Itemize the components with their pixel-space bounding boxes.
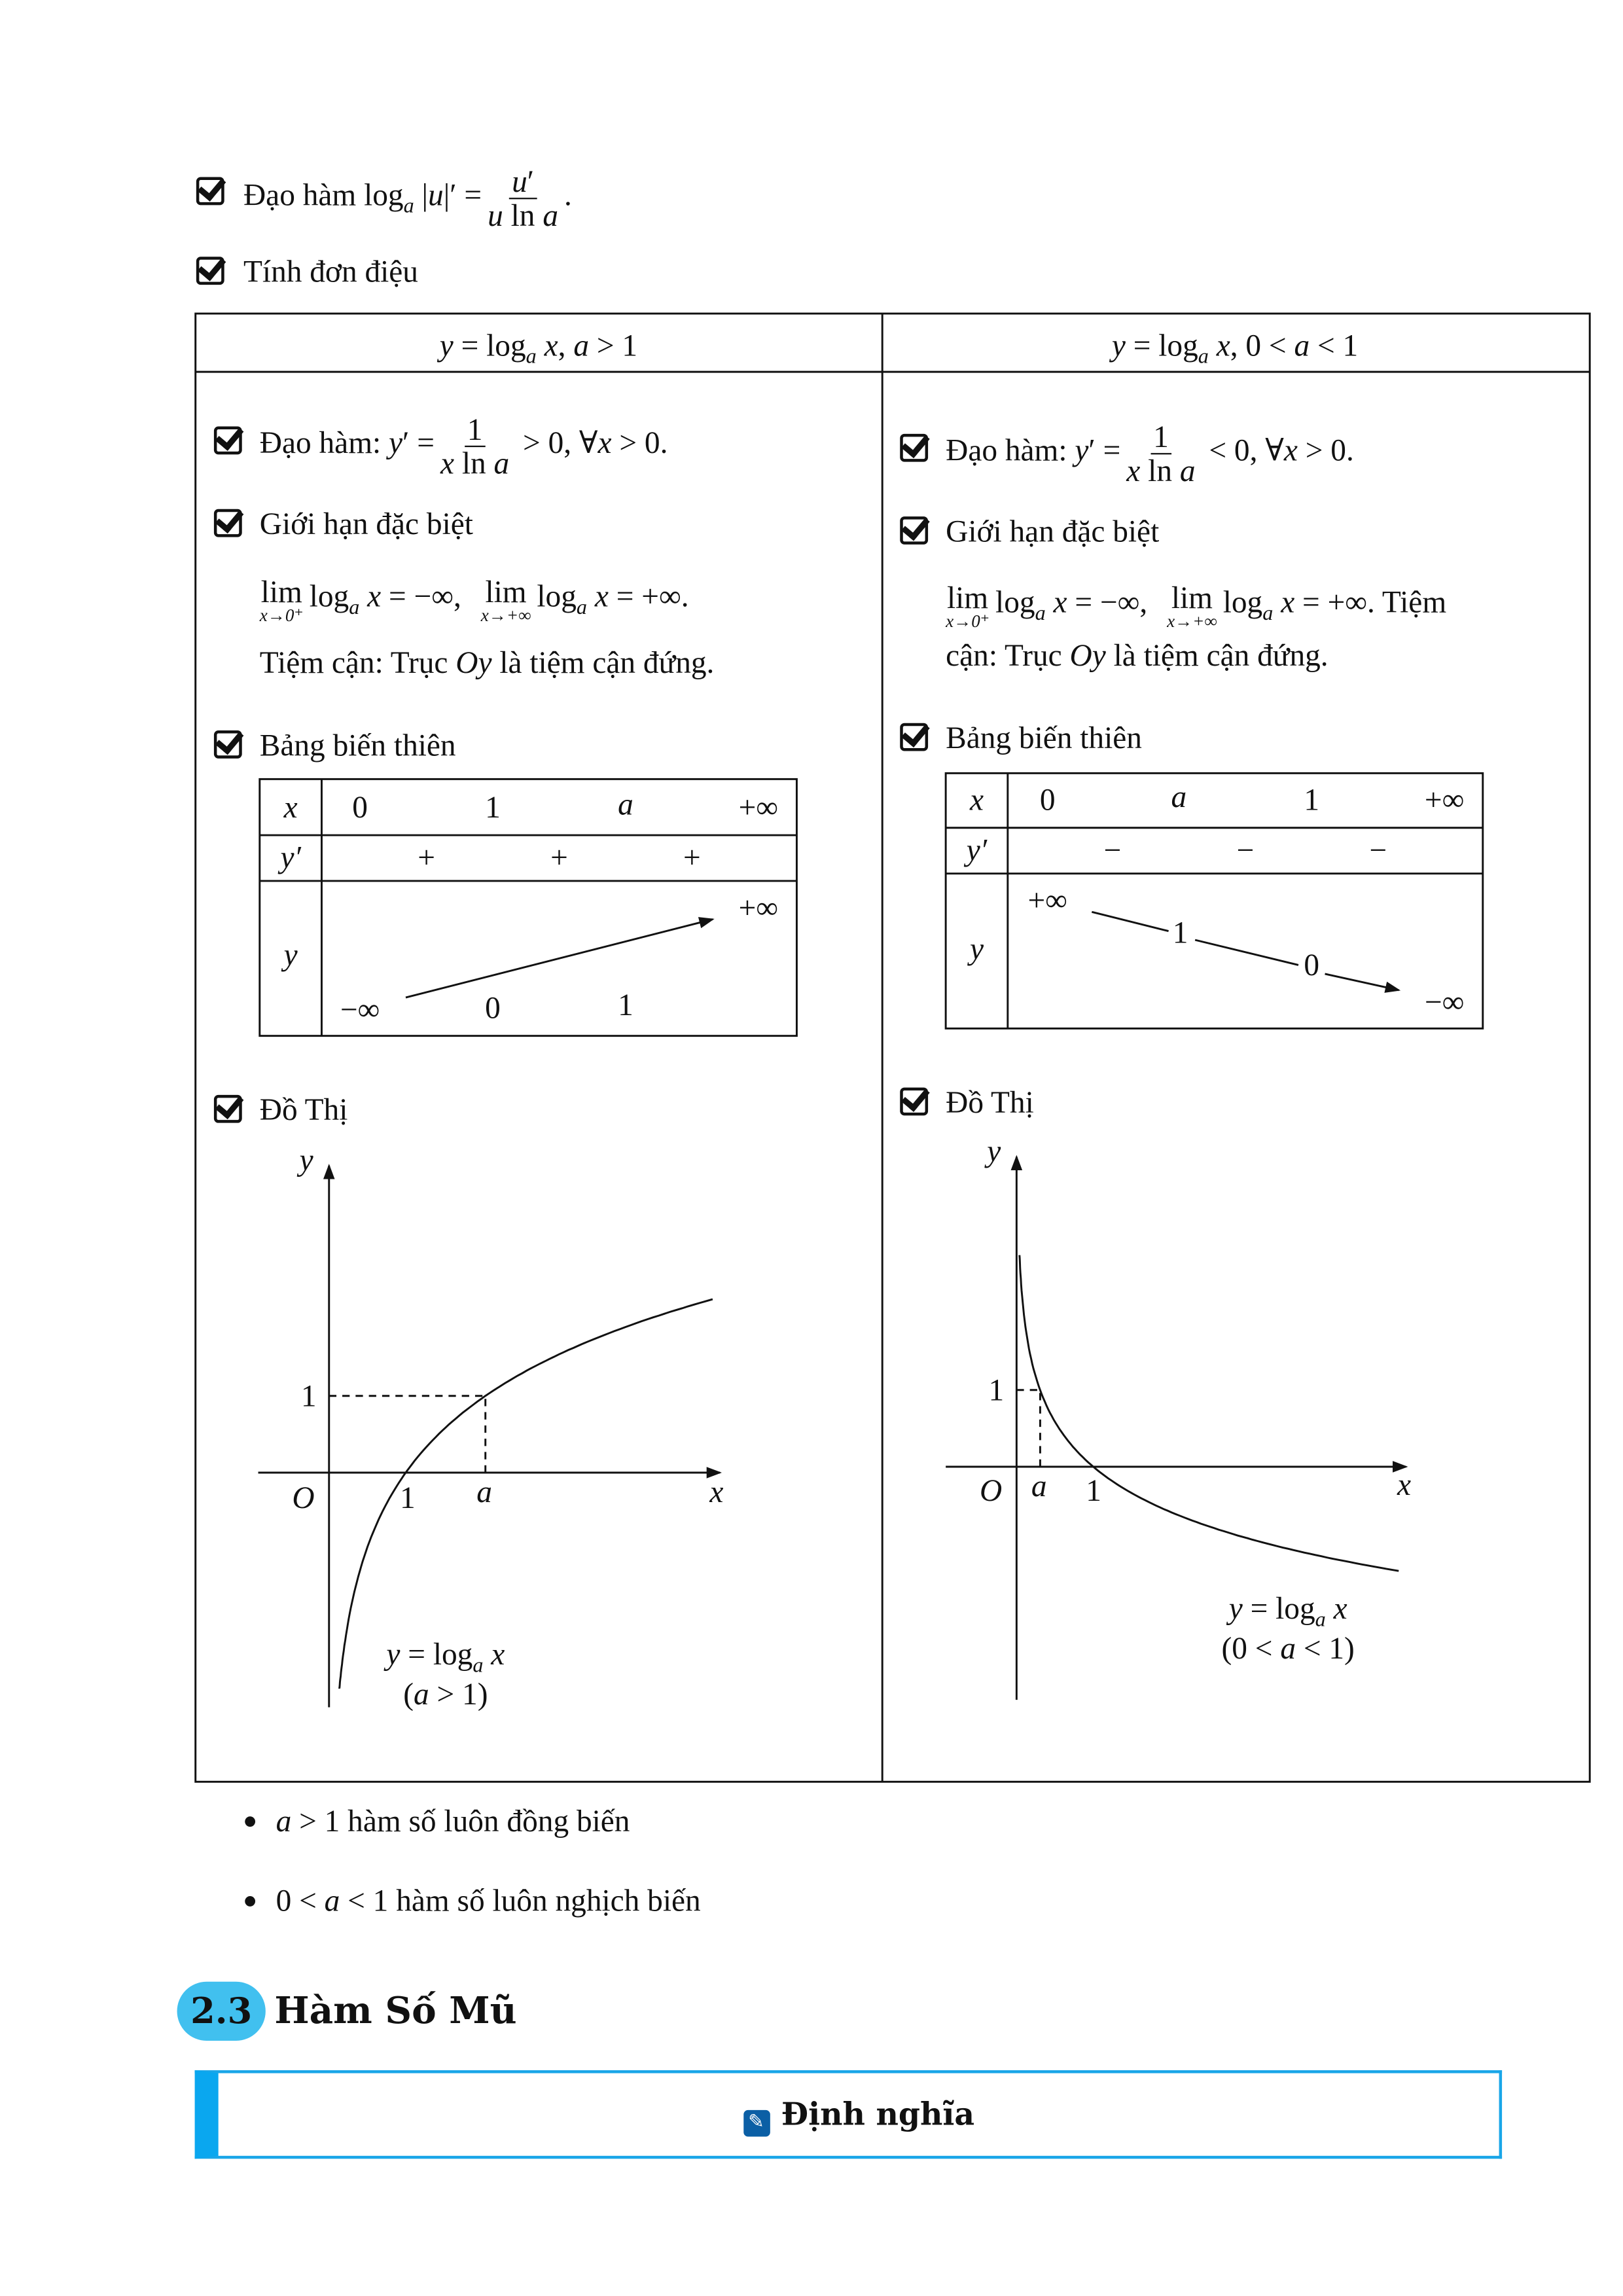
checkbox-icon xyxy=(900,1088,928,1116)
increase-arrow xyxy=(406,920,713,997)
denominator: x ln a xyxy=(1126,452,1196,488)
bbt-y-value: 0 xyxy=(485,990,501,1026)
lim-expr: $\log_a x$ = +∞. xyxy=(537,578,689,620)
punct: . xyxy=(564,177,572,213)
bbt-x-value: +∞ xyxy=(1424,781,1465,817)
text: là tiệm cận đứng. xyxy=(1105,637,1329,673)
y-axis-label: y xyxy=(987,1133,1001,1169)
header-right: $y = \log_a x$, 0 < a < 1 xyxy=(1111,327,1359,369)
lim-word: lim xyxy=(260,574,302,610)
section-number-badge: 2.3 xyxy=(177,1982,266,2041)
bbt-sign: − xyxy=(1369,832,1387,868)
lim-word: lim xyxy=(485,574,527,610)
monotonicity-heading: Tính đơn điệu xyxy=(243,253,419,289)
graph-caption: $y = \log_a x$ xyxy=(386,1636,505,1678)
x-tick-label: 1 xyxy=(399,1480,416,1516)
bbt-y-value: 0 xyxy=(1304,947,1320,983)
bbt-x-label: x xyxy=(283,789,298,825)
item-label: Đạo hàm xyxy=(243,177,365,213)
checkbox-icon xyxy=(214,427,242,455)
graph-left xyxy=(259,1166,724,1707)
bbt-y-value: −∞ xyxy=(340,992,380,1028)
section-title: Hàm Số Mũ xyxy=(274,1989,517,2032)
lim xyxy=(946,580,990,632)
text: hàm số luôn nghịch biến xyxy=(388,1882,701,1918)
text: hàm số luôn đồng biến xyxy=(340,1803,630,1839)
axis-name: Oy xyxy=(1069,637,1106,673)
bbt-x-value: 1 xyxy=(485,789,501,825)
limits-heading: Giới hạn đặc biệt xyxy=(946,513,1160,549)
checkbox-icon xyxy=(214,730,242,759)
bbt-y-value: 1 xyxy=(618,987,633,1023)
right-asymptote xyxy=(946,636,1329,675)
limits-heading: Giới hạn đặc biệt xyxy=(259,506,473,542)
origin-label: O xyxy=(979,1472,1003,1509)
definition-title: Định nghĩa xyxy=(781,2095,975,2132)
math: y′ = xyxy=(389,425,435,461)
fraction xyxy=(488,165,558,231)
checkbox-icon xyxy=(214,1095,242,1123)
lim-expr: $\log_a x$ = +∞. xyxy=(1222,584,1375,626)
x-tick-label: 1 xyxy=(1086,1472,1101,1509)
lim xyxy=(259,574,304,626)
label: Đạo hàm: xyxy=(946,432,1075,468)
text: Tiệm cận: Trục xyxy=(259,645,456,681)
checkbox-icon xyxy=(900,723,928,751)
graph-heading: Đồ Thị xyxy=(259,1092,348,1128)
y-tick-label: 1 xyxy=(988,1372,1005,1408)
checkbox-icon xyxy=(196,177,224,206)
bbt-sign: − xyxy=(1236,832,1255,868)
numerator: 1 xyxy=(464,413,486,447)
graph-caption: $y = \log_a x$ xyxy=(1228,1590,1347,1632)
checkbox-icon xyxy=(214,509,242,537)
bbt-y-label: y xyxy=(969,931,984,967)
derivative-item xyxy=(243,153,572,236)
numerator: u′ xyxy=(509,165,537,199)
lim-sub: x→+∞ xyxy=(480,605,531,626)
bullet-item xyxy=(276,1802,630,1840)
graph-condition: (0 < a < 1) xyxy=(1221,1630,1355,1666)
bbt-sign: + xyxy=(683,839,701,875)
lim xyxy=(480,574,531,626)
x-tick-label: a xyxy=(1031,1468,1047,1504)
bbt-sign: + xyxy=(550,839,568,875)
math: y′ = xyxy=(1075,432,1121,468)
bbt-y-value: 1 xyxy=(1172,914,1188,950)
fraction xyxy=(1126,420,1195,486)
text: cận: Trục xyxy=(946,637,1070,673)
bbt-heading: Bảng biến thiên xyxy=(259,727,456,763)
log-curve-increasing xyxy=(340,1299,713,1689)
bbt-x-value: a xyxy=(1171,779,1187,815)
bbt-x-value: 0 xyxy=(352,789,368,825)
text: là tiệm cận đứng. xyxy=(491,645,715,681)
bbt-y-value: −∞ xyxy=(1424,984,1465,1020)
decrease-arrow xyxy=(1325,974,1399,990)
bbt-x-value: +∞ xyxy=(738,789,779,825)
lim-word: lim xyxy=(1171,580,1213,616)
pencil-icon: ✎ xyxy=(743,2110,770,2137)
denominator: x ln a xyxy=(440,445,510,481)
y-axis-label: y xyxy=(299,1141,313,1178)
graph-condition: (a > 1) xyxy=(403,1676,488,1712)
lim-word: lim xyxy=(947,580,989,616)
bullet-item xyxy=(276,1881,701,1920)
lim-sub: x→0⁺ xyxy=(946,611,990,632)
bbt-right-grid xyxy=(946,773,1483,1028)
definition-header xyxy=(219,2095,1499,2136)
bbt-yp-label: y′ xyxy=(280,839,301,875)
log-curve-decreasing xyxy=(1020,1255,1399,1571)
bbt-x-value: 0 xyxy=(1039,781,1056,817)
bbt-y-value: +∞ xyxy=(1027,882,1067,918)
checkbox-icon xyxy=(900,434,928,462)
graph-heading: Đồ Thị xyxy=(946,1085,1034,1121)
bbt-sign: + xyxy=(418,839,435,875)
checkbox-icon xyxy=(196,257,224,285)
numerator: 1 xyxy=(1150,420,1172,454)
fraction xyxy=(440,413,509,479)
math: 0 < a < 1 xyxy=(276,1882,389,1918)
bbt-y-label: y xyxy=(283,937,298,973)
math: < 0, ∀x > 0. xyxy=(1209,432,1354,468)
left-asymptote xyxy=(260,643,715,682)
bullet-icon xyxy=(245,1896,255,1907)
bullet-icon xyxy=(245,1816,255,1827)
y-tick-label: 1 xyxy=(300,1378,317,1414)
lim xyxy=(1167,580,1217,632)
header-left: $y = \log_a x$, a > 1 xyxy=(439,327,638,369)
math-expr: $\log_a |u|'$ = xyxy=(364,177,482,219)
label: Đạo hàm: xyxy=(259,425,389,461)
bbt-y-value: +∞ xyxy=(738,889,779,925)
checkbox-icon xyxy=(900,516,928,545)
text: Tiệm xyxy=(1374,584,1447,620)
left-derivative xyxy=(260,401,668,484)
bbt-x-value: 1 xyxy=(1304,781,1320,817)
lim-sub: x→0⁺ xyxy=(259,605,304,626)
right-derivative xyxy=(946,408,1354,491)
left-limits xyxy=(259,574,689,626)
bbt-x-value: a xyxy=(618,786,633,822)
math: > 0, ∀x > 0. xyxy=(523,425,668,461)
axis-name: Oy xyxy=(455,645,492,681)
x-axis-label: x xyxy=(1397,1466,1412,1503)
lim-expr: $\log_a x$ = −∞, xyxy=(995,584,1148,626)
definition-box xyxy=(195,2070,1502,2159)
x-axis-label: x xyxy=(709,1474,724,1510)
bbt-heading: Bảng biến thiên xyxy=(946,720,1142,756)
math: a > 1 xyxy=(276,1803,340,1839)
right-limits xyxy=(946,580,1447,632)
lim-sub: x→+∞ xyxy=(1167,611,1217,632)
denominator: u ln a xyxy=(488,197,559,233)
bbt-yp-label: y′ xyxy=(966,832,988,868)
origin-label: O xyxy=(292,1480,315,1516)
x-tick-label: a xyxy=(476,1474,492,1510)
lim-expr: $\log_a x$ = −∞, xyxy=(309,578,461,620)
bbt-x-label: x xyxy=(969,781,984,817)
bbt-sign: − xyxy=(1103,832,1122,868)
